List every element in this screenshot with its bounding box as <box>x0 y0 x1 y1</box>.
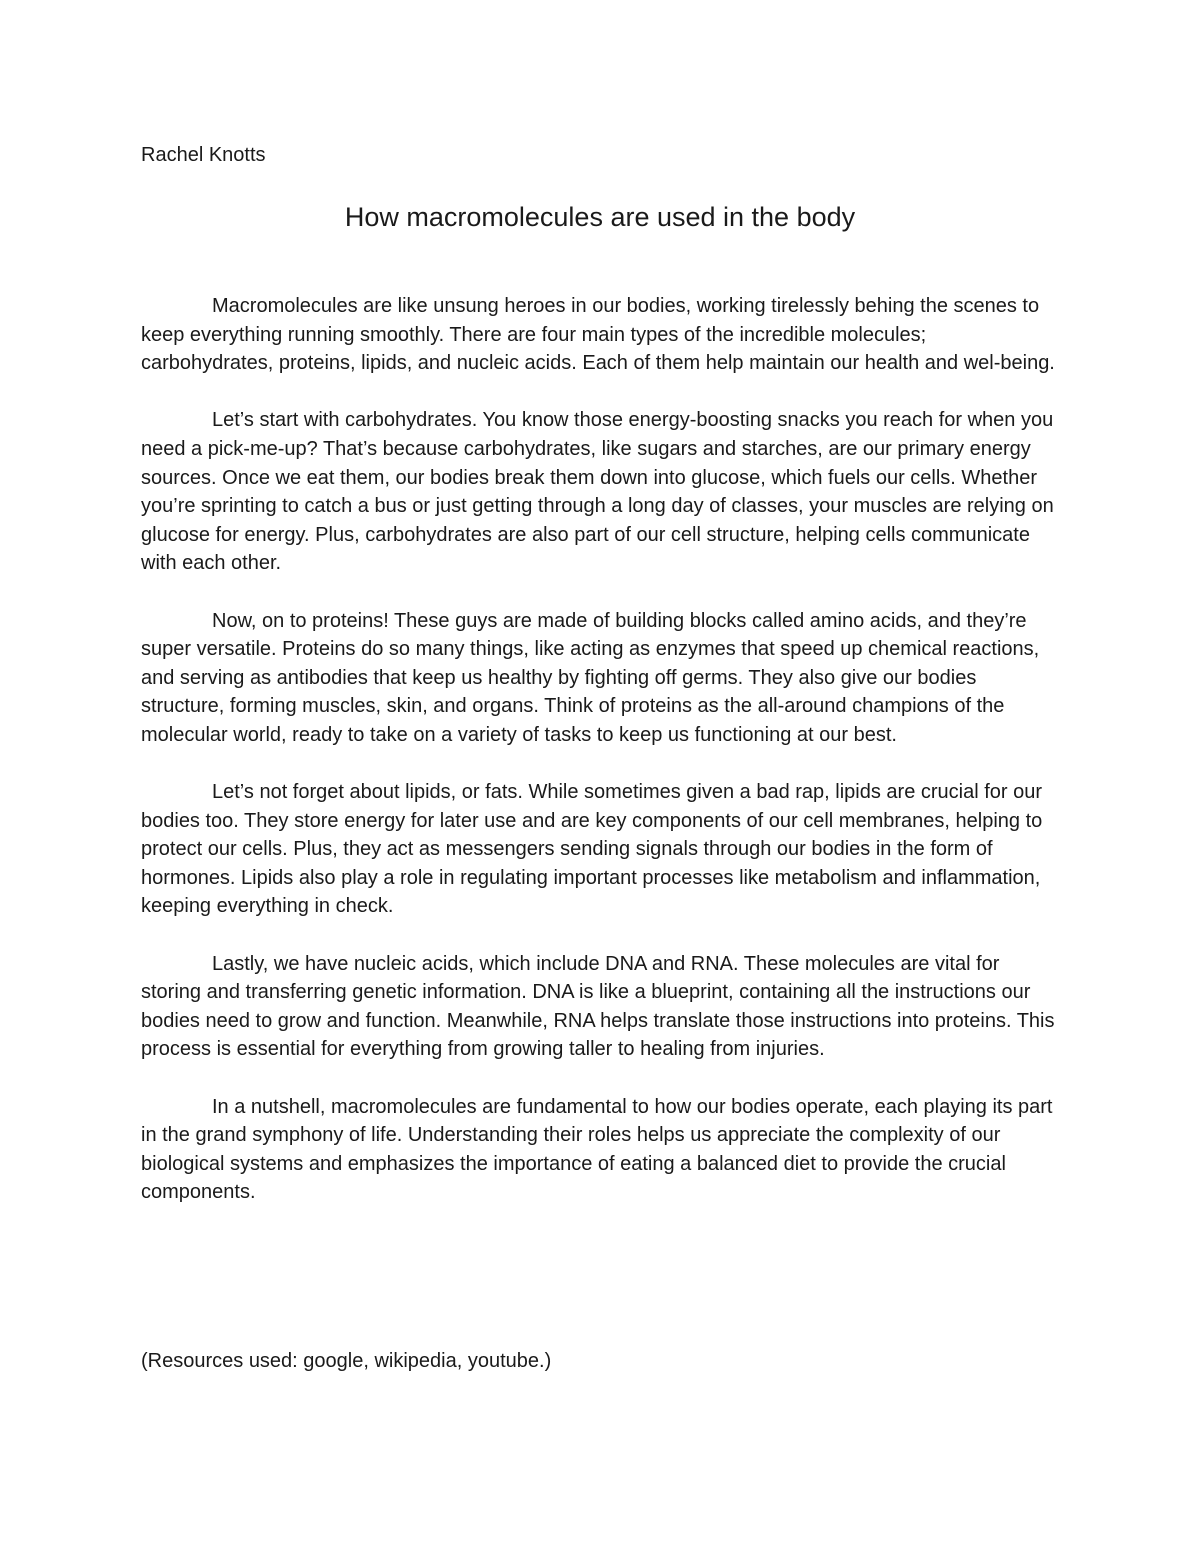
document-title: How macromolecules are used in the body <box>344 202 856 232</box>
resources-note: (Resources used: google, wikipedia, youtube.) <box>141 1350 552 1372</box>
document-body <box>141 292 1063 1236</box>
paragraph-conclusion: In a nutshell, macromolecules are fundamental to how our bodies operate, each playing its part in the grand symphony of life. Understanding their roles helps us appreciate the complexity of our biological systems and emphasizes the importance of eating a balanced diet to provide the crucial components. <box>141 1095 1053 1204</box>
author-name: Rachel Knotts <box>141 144 266 166</box>
paragraph-nucleic-acids: Lastly, we have nucleic acids, which include DNA and RNA. These molecules are vital for storing and transferring genetic information. DNA is like a blueprint, containing all the instructions our bodies need to grow and function. Meanwhile, RNA helps translate those instructions into proteins. This process is essential for everything from growing taller to healing from injuries. <box>141 952 1055 1061</box>
paragraph-lipids: Let’s not forget about lipids, or fats. While sometimes given a bad rap, lipids are crucial for our bodies too. They store energy for later use and are key components of our cell membranes, helping to protect our cells. Plus, they act as messengers sending signals through our bodies in the form of hormones. Lipids also play a role in regulating important processes like metabolism and inflammation, keeping everything in check. <box>141 781 1043 918</box>
paragraph-proteins: Now, on to proteins! These guys are made of building blocks called amino acids, and they’re super versatile. Proteins do so many things, like acting as enzymes that speed up chemical reactions, and serving as antibodies that keep us healthy by fighting off germs. They also give our bodies structure, forming muscles, skin, and organs. Think of proteins as the all-around champions of the molecular world, ready to take on a variety of tasks to keep us functioning at our best. <box>141 609 1040 746</box>
paragraph-carbohydrates: Let’s start with carbohydrates. You know those energy-boosting snacks you reach for when you need a pick-me-up? That’s because carbohydrates, like sugars and starches, are our primary energy sources. Once we eat them, our bodies break them down into glucose, which fuels our cells. Whether you’re sprinting to catch a bus or just getting through a long day of classes, your muscles are relying on glucose for energy. Plus, carbohydrates are also part of our cell structure, helping cells communicate with each other. <box>141 409 1054 575</box>
paragraph-intro: Macromolecules are like unsung heroes in our bodies, working tirelessly behing the scenes to keep everything running smoothly. There are four main types of the incredible molecules; carbohydrates, proteins, lipids, and nucleic acids. Each of them help maintain our health and wel-being. <box>141 295 1055 375</box>
